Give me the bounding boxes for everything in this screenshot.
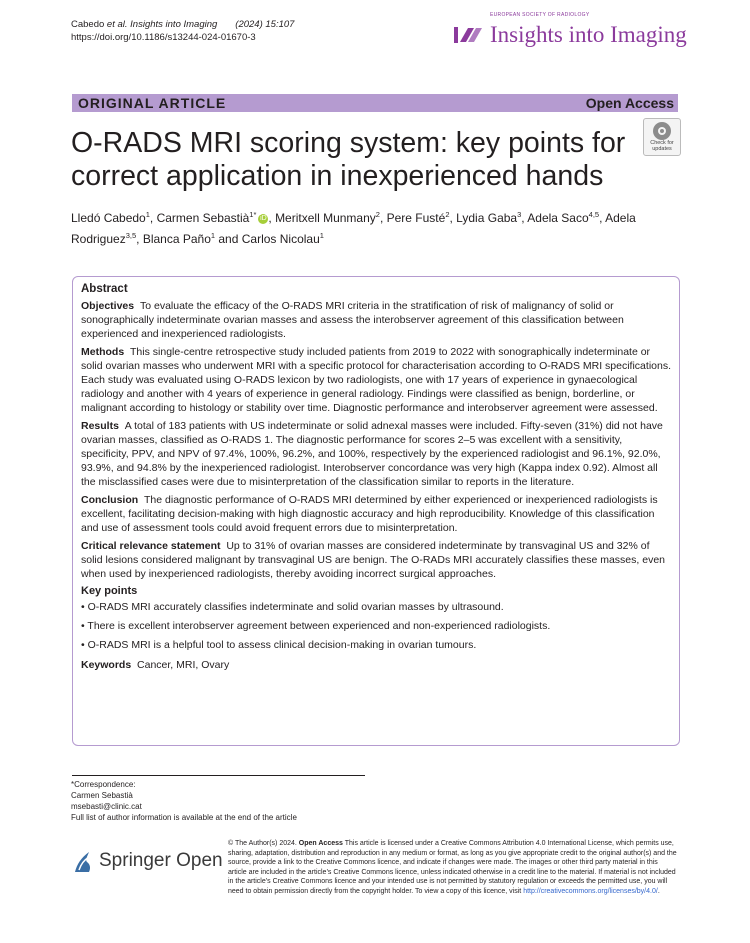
author-affiliation: 4,5: [588, 210, 600, 219]
abstract-section-text: A total of 183 patients with US indeterminate or solid adnexal masses were included. Fifty-seven (31%) did not have ovarian masses, classified as O-RADS 1. The diagnostic performance for scores 2–5 was excellent with a sensitivity, specificity, PPV, and NPV of 97.4%, 100%, 96.2%, and 100%, respectively by the experienced radiologist and 96.1%, 92.0%, 93.9%, and 94.8% by the inexperienced radiologist. Interobserver concordance was very high (Kappa index 0.92). Almost all the misclassified cases were due to misinterpretation of the classification similar to reports in the literature.: [81, 420, 663, 488]
check-updates-label: Check for updates: [650, 140, 674, 152]
key-point: • O-RADS MRI accurately classifies indeterminate and solid ovarian masses by ultrasound.: [81, 601, 504, 613]
license-link[interactable]: http://creativecommons.org/licenses/by/4.0/: [523, 887, 658, 895]
key-points-heading: Key points: [81, 585, 138, 597]
journal-name: Insights into Imaging: [490, 22, 687, 47]
abstract-section-label: Objectives: [81, 300, 135, 312]
author-affiliation: 2: [445, 210, 450, 219]
abstract-section-text: Up to 31% of ovarian masses are considered indeterminate by transvaginal US and 32% of solid lesions considered malignant by transvaginal US are benign. The O-RADs MRI accurately classifies these masses, even when used by inexperienced radiologists, thereby avoiding incorrect surgical approaches.: [81, 540, 665, 580]
doi-link[interactable]: https://doi.org/10.1186/s13244-024-01670-3: [71, 32, 256, 43]
author-name: Lydia Gaba: [456, 211, 518, 225]
abstract-section: [81, 345, 671, 415]
license-text: [228, 839, 678, 896]
abstract-section: [81, 539, 671, 581]
abstract-section-text: To evaluate the efficacy of the O-RADS MRI criteria in the stratification of risk of malignancy of solid or sonographically indeterminate ovarian masses and assess the interobserver agreement of this classification between experienced and inexperienced radiologists.: [81, 300, 624, 340]
check-for-updates-badge[interactable]: [643, 118, 681, 156]
copyright: © The Author(s) 2024.: [228, 840, 299, 847]
abstract-section-text: The diagnostic performance of O-RADS MRI determined by either experienced or inexperienced radiologists is excellent, facilitating decision-making with high diagnostic accuracy and high reproducibility. Knowledge of this classification and use of assessment tools could avoid frequent errors due to misinterpretation.: [81, 494, 658, 534]
author-affiliation: 1*: [249, 210, 257, 219]
abstract-section-text: This single-centre retrospective study included patients from 2019 to 2022 with sonographically indeterminate or solid ovarian masses who underwent MRI with a specific protocol for characterisation according to O-RADS MRI specifications. Each study was evaluated using O-RADS lexicon by two radiologists, one with 17 years of experience in gynaecological radiology and another with 4 years of experience in general radiology. Findings were classified as benign, borderline, or malignant according to histology or stability over time. Diagnostic performance and interobserver agreement were assessed.: [81, 346, 671, 414]
author-separator: ,: [149, 211, 157, 225]
article-type-band: [72, 94, 678, 112]
journal-emblem-icon: [454, 24, 484, 46]
author-affiliation: 3: [517, 210, 522, 219]
author-name: Meritxell Munmany: [275, 211, 376, 225]
publisher-name: Springer Open: [99, 850, 223, 871]
abstract-section: [81, 419, 671, 489]
author-separator: ,: [449, 211, 457, 225]
author-name: Adela Saco: [527, 211, 589, 225]
author-affiliation: 3,5: [125, 231, 137, 240]
author-separator: ,: [599, 211, 606, 225]
correspondence-email[interactable]: msebasti@clinic.cat: [71, 802, 142, 811]
key-point: • There is excellent interobserver agreement between experienced and non-experienced radiologists.: [81, 620, 551, 632]
author-info-note: Full list of author information is available at the end of the article: [71, 813, 297, 822]
correspondence: [71, 779, 297, 823]
citation-authors: Cabedo: [71, 19, 107, 30]
author-separator: and: [215, 232, 242, 246]
article-type: ORIGINAL ARTICLE: [78, 95, 227, 111]
abstract-section-label: Results: [81, 420, 119, 432]
citation-year: (2024) 15:107: [235, 19, 295, 30]
journal-logo[interactable]: [446, 12, 687, 52]
license-suffix: .: [657, 887, 660, 895]
author-separator: ,: [136, 232, 143, 246]
author-name: Carmen Sebastià: [156, 211, 250, 225]
correspondence-label: *Correspondence:: [71, 780, 136, 789]
license-oa: Open Access: [298, 840, 343, 847]
abstract-section-label: Critical relevance statement: [81, 540, 221, 552]
author-name: Pere Fusté: [386, 211, 446, 225]
author-affiliation: 1: [319, 231, 324, 240]
abstract-box: [72, 276, 680, 746]
author-name: Lledó Cabedo: [71, 211, 146, 225]
springer-horse-icon: [71, 848, 95, 874]
keywords-values: Cancer, MRI, Ovary: [137, 659, 230, 671]
author-affiliation: 1: [145, 210, 150, 219]
citation-header: [71, 18, 294, 44]
citation-journal: et al. Insights into Imaging: [106, 19, 218, 30]
author-affiliation: 2: [375, 210, 380, 219]
open-access-label: Open Access: [585, 95, 674, 111]
key-point: • O-RADS MRI is a helpful tool to assess clinical decision-making in ovarian tumours.: [81, 639, 477, 651]
abstract-heading: Abstract: [81, 283, 128, 295]
author-list: [71, 206, 681, 248]
publisher-logo[interactable]: [71, 846, 223, 876]
author-separator: ,: [379, 211, 387, 225]
author-name: Blanca Paño: [142, 232, 211, 246]
author-separator: ,: [521, 211, 528, 225]
author-name: Carlos Nicolau: [241, 232, 320, 246]
article-title: O-RADS MRI scoring system: key points for correct application in inexperienced hands: [71, 127, 626, 192]
author-separator: ,: [268, 211, 276, 225]
footnote-divider: [72, 775, 365, 776]
abstract-section-label: Conclusion: [81, 494, 139, 506]
abstract-section-label: Methods: [81, 346, 125, 358]
abstract-section: [81, 299, 671, 341]
license-body: This article is licensed under a Creative Commons Attribution 4.0 International License, which permits use, sharing, adaptation, distribution and reproduction in any medium or format, as long as you give appropriate credit to the original author(s) and the source, provide a link to the Creative Commons licence, and indicate if changes were made. The images or other third party material in this article are included in the article’s Creative Commons licence, unless indicated otherwise in a credit line to the material. If material is not included in the article’s Creative Commons licence and your intended use is not permitted by statutory regulation or exceeds the permitted use, you will need to obtain permission directly from the copyright holder. To view a copy of this licence, visit: [228, 840, 677, 895]
keywords: [81, 658, 671, 672]
author-name: Adela Rodriguez: [71, 211, 636, 246]
update-circle-icon: [653, 122, 671, 140]
society-name: EUROPEAN SOCIETY OF RADIOLOGY: [490, 12, 590, 18]
correspondence-name: Carmen Sebastià: [71, 791, 133, 800]
keywords-label: Keywords: [81, 659, 132, 671]
abstract-section: [81, 493, 671, 535]
author-affiliation: 1: [210, 231, 216, 240]
orcid-icon[interactable]: iD: [260, 214, 267, 222]
